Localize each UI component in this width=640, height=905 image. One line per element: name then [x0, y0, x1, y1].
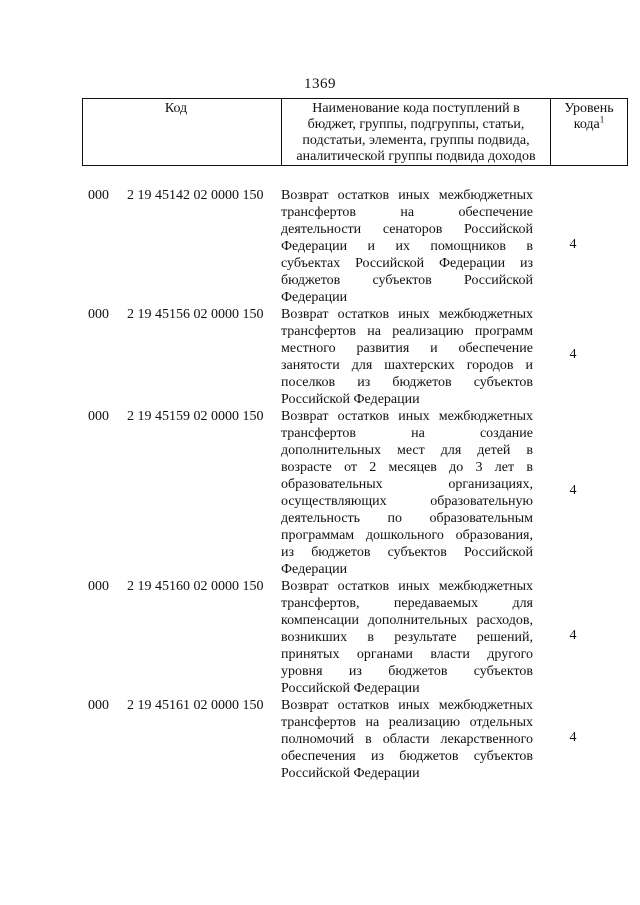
row-name-line: местного развития и обеспечение — [281, 341, 533, 356]
row-prefix: 000 — [88, 188, 109, 203]
row-name-line: бюджетов субъектов Российской — [281, 273, 533, 288]
row-name — [281, 408, 533, 578]
row-name — [281, 697, 533, 782]
row-name-line: программам дошкольного образования, — [281, 528, 533, 543]
row-name-line: дополнительных мест для детей в — [281, 443, 533, 458]
row-name-line: деятельности сенаторов Российской — [281, 222, 533, 237]
header-name-line: аналитической группы подвида доходов — [296, 149, 536, 164]
row-name-line: из бюджетов субъектов Российской — [281, 545, 533, 560]
row-code: 2 19 45161 02 0000 150 — [127, 698, 264, 713]
row-name — [281, 578, 533, 697]
row-name-line: трансфертов на реализацию программ — [281, 324, 533, 339]
row-name-line: образовательных организациях, — [281, 477, 533, 492]
header-level-label: кода — [573, 117, 600, 132]
header-code-label: Код — [164, 101, 188, 116]
row-name-line: Российской Федерации — [281, 681, 420, 696]
code-rows — [82, 187, 606, 782]
table-row — [82, 187, 606, 306]
row-name-line: Федерации — [281, 290, 348, 305]
row-name-line: Российской Федерации — [281, 392, 420, 407]
page-number: 1369 — [304, 76, 336, 92]
row-name-line: Российской Федерации — [281, 766, 420, 781]
row-name-line: Возврат остатков иных межбюджетных — [281, 307, 533, 322]
row-name-line: обеспечения из бюджетов субъектов — [281, 749, 533, 764]
header-code-cell — [83, 99, 282, 166]
row-name-line: Возврат остатков иных межбюджетных — [281, 409, 533, 424]
footnote-marker: 1 — [599, 114, 605, 125]
row-name-line: Возврат остатков иных межбюджетных — [281, 188, 533, 203]
row-name-line: занятости для шахтерских городов и — [281, 358, 533, 373]
row-name-line: принятых органами власти другого — [281, 647, 533, 662]
row-name-line: возрасте от 2 месяцев до 3 лет в — [281, 460, 533, 475]
row-name-line: Федерации — [281, 562, 348, 577]
row-name — [281, 306, 533, 408]
table-row — [82, 578, 606, 697]
row-prefix: 000 — [88, 579, 109, 594]
table-header — [82, 98, 628, 166]
row-code: 2 19 45160 02 0000 150 — [127, 579, 264, 594]
row-level: 4 — [569, 347, 577, 362]
row-name-line: трансфертов, передаваемых для — [281, 596, 533, 611]
row-name-line: поселков из бюджетов субъектов — [281, 375, 533, 390]
row-name-line: субъектах Российской Федерации из — [281, 256, 533, 271]
row-level: 4 — [569, 483, 577, 498]
row-name-line: трансфертов на реализацию отдельных — [281, 715, 533, 730]
row-level: 4 — [569, 730, 577, 745]
header-name-line: Наименование кода поступлений в — [312, 101, 520, 116]
table-row — [82, 306, 606, 408]
row-name-line: Федерации и их помощников в — [281, 239, 533, 254]
row-name — [281, 187, 533, 306]
row-code: 2 19 45142 02 0000 150 — [127, 188, 264, 203]
header-name-line: подстатьи, элемента, группы подвида, — [302, 133, 530, 148]
row-name-line: уровня из бюджетов субъектов — [281, 664, 533, 679]
header-name-line: бюджет, группы, подгруппы, статьи, — [307, 117, 525, 132]
row-prefix: 000 — [88, 698, 109, 713]
row-name-line: Возврат остатков иных межбюджетных — [281, 579, 533, 594]
header-name-cell — [282, 99, 551, 166]
row-code: 2 19 45156 02 0000 150 — [127, 307, 264, 322]
row-name-line: Возврат остатков иных межбюджетных — [281, 698, 533, 713]
row-prefix: 000 — [88, 409, 109, 424]
row-level: 4 — [569, 237, 577, 252]
row-name-line: осуществляющих образовательную — [281, 494, 533, 509]
row-name-line: трансфертов на обеспечение — [281, 205, 533, 220]
table-row — [82, 697, 606, 782]
row-name-line: компенсации дополнительных расходов, — [281, 613, 533, 628]
header-level-cell — [551, 99, 628, 166]
row-name-line: полномочий в области лекарственного — [281, 732, 533, 747]
row-name-line: деятельность по образовательным — [281, 511, 533, 526]
header-level-line2 — [554, 114, 624, 133]
row-name-line: возникших в результате решений, — [281, 630, 533, 645]
table-row — [82, 408, 606, 578]
row-name-line: трансфертов на создание — [281, 426, 533, 441]
row-code: 2 19 45159 02 0000 150 — [127, 409, 264, 424]
header-level-line1: Уровень — [564, 101, 614, 116]
row-level: 4 — [569, 628, 577, 643]
row-prefix: 000 — [88, 307, 109, 322]
